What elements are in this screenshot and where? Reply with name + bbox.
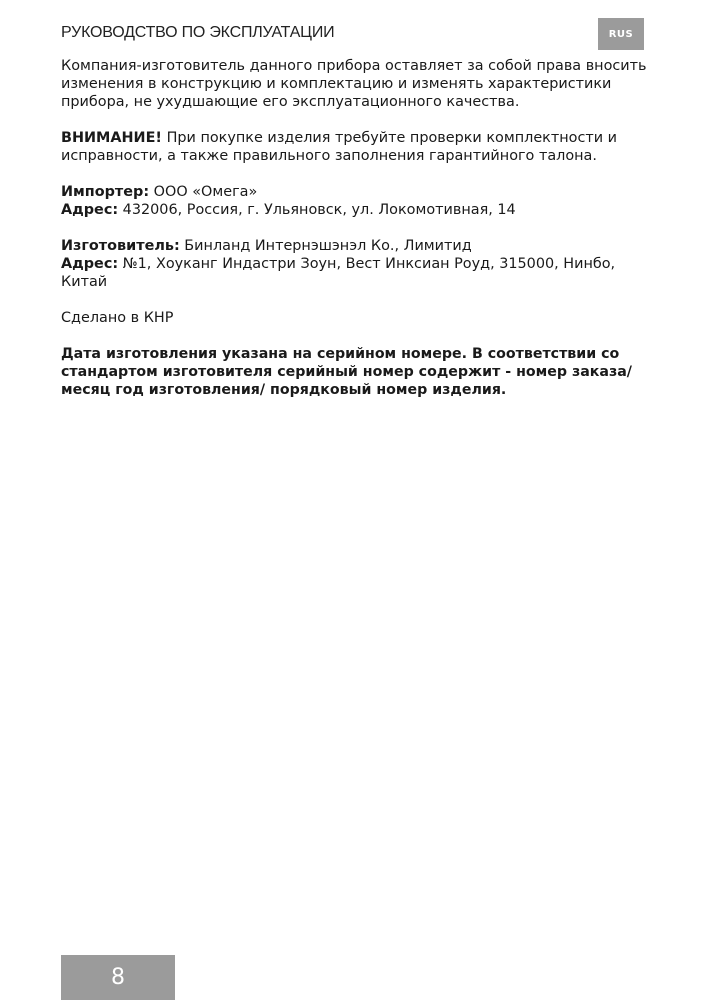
page-header-title: РУКОВОДСТВО ПО ЭКСПЛУАТАЦИИ bbox=[61, 24, 335, 41]
manufacturer-address-label: Адрес: bbox=[61, 256, 119, 272]
warning-text: При покупке изделия требуйте проверки комплектности и исправности, а также правильного заполнения гарантийного талона. bbox=[61, 130, 618, 164]
made-in-line: Сделано в КНР bbox=[61, 310, 174, 326]
language-badge: RUS bbox=[598, 18, 644, 50]
manufacturer-address-line bbox=[61, 255, 651, 291]
production-date-note: Дата изготовления указана на серийном номере. В соответствии со стандартом изготовителя серийный номер содержит - номер заказа/месяц год изготовления/ порядковый номер изделия. bbox=[61, 346, 632, 398]
importer-address-label: Адрес: bbox=[61, 202, 119, 218]
warning-paragraph bbox=[61, 129, 651, 165]
importer-line bbox=[61, 183, 651, 201]
importer-address-value: 432006, Россия, г. Ульяновск, ул. Локомотивная, 14 bbox=[118, 202, 516, 218]
manufacturer-value: Бинланд Интернэшэнэл Ко., Лимитид bbox=[179, 238, 472, 254]
manufacturer-label: Изготовитель: bbox=[61, 238, 180, 254]
importer-address-line bbox=[61, 201, 651, 219]
manufacturer-address-value: №1, Хоуканг Индастри Зоун, Вест Инксиан Роуд, 315000, Нинбо, Китай bbox=[61, 256, 616, 290]
warning-label: ВНИМАНИЕ! bbox=[61, 130, 162, 146]
document-body bbox=[61, 57, 651, 399]
disclaimer-paragraph: Компания-изготовитель данного прибора оставляет за собой права вносить изменения в конструкцию и комплектацию и изменять характеристики прибора, не ухудшающие его эксплуатационного качества. bbox=[61, 58, 647, 110]
manufacturer-line bbox=[61, 237, 651, 255]
importer-label: Импортер: bbox=[61, 184, 150, 200]
page-number: 8 bbox=[61, 955, 175, 1000]
importer-value: ООО «Омега» bbox=[149, 184, 258, 200]
